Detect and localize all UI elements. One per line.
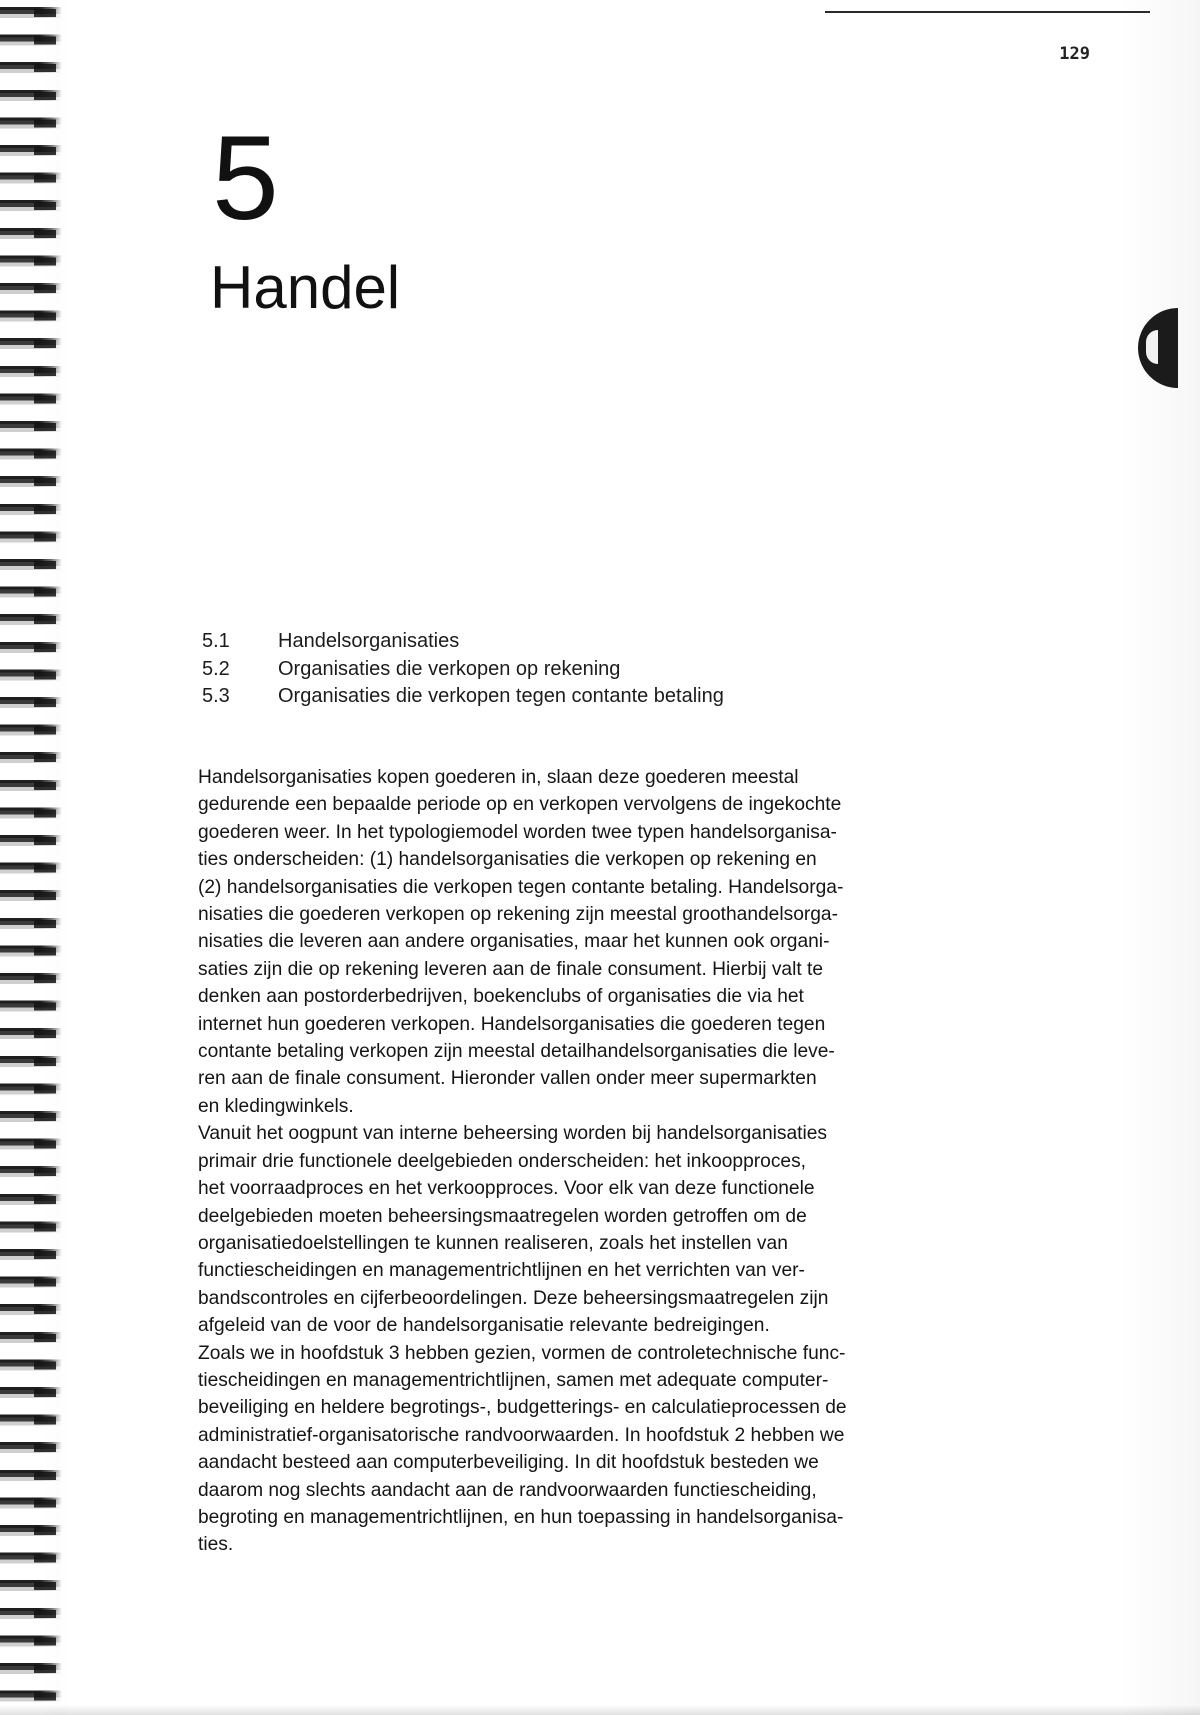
chapter-thumb-tab-mark — [1146, 330, 1158, 364]
text-line: beveiliging en heldere begrotings-, budgetterings- en calculatieprocessen de — [198, 1397, 847, 1419]
text-line: gedurende een bepaalde periode op en verkopen vervolgens de ingekochte — [198, 794, 842, 816]
page-edge-shadow — [0, 1705, 1200, 1715]
text-line: ties onderscheiden: (1) handelsorganisaties die verkopen op rekening en — [198, 849, 817, 871]
text-line: het voorraadproces en het verkoopproces. Voor elk van deze functionele — [198, 1178, 815, 1200]
text-line: daarom nog slechts aandacht aan de randvoorwaarden functiescheiding, — [198, 1479, 817, 1501]
text-line: goederen weer. In het typologiemodel worden twee typen handelsorganisa- — [198, 821, 837, 843]
chapter-thumb-tab — [1138, 308, 1178, 388]
text-line: Zoals we in hoofdstuk 3 hebben gezien, vormen de controletechnische func- — [198, 1342, 846, 1364]
toc-item-title: Organisaties die verkopen op rekening — [278, 657, 621, 680]
text-line: aandacht besteed aan computerbeveiliging. In dit hoofdstuk besteden we — [198, 1452, 819, 1474]
text-line: denken aan postorderbedrijven, boekenclubs of organisaties die via het — [198, 986, 804, 1008]
text-line: organisatiedoelstellingen te kunnen realiseren, zoals het instellen van — [198, 1232, 788, 1254]
text-line: Handelsorganisaties kopen goederen in, slaan deze goederen meestal — [198, 767, 799, 788]
toc-item — [202, 683, 962, 711]
text-line: nisaties die leveren aan andere organisaties, maar het kunnen ook organi- — [198, 931, 830, 953]
toc-item-title: Organisaties die verkopen tegen contante betaling — [278, 685, 724, 707]
text-line: nisaties die goederen verkopen op rekening zijn meestal groothandelsorga- — [198, 904, 838, 926]
text-line: afgeleid van de voor de handelsorganisatie relevante bedreigingen. — [198, 1315, 770, 1337]
text-line: (2) handelsorganisaties die verkopen tegen contante betaling. Handelsorga- — [198, 876, 844, 898]
toc-item-number: 5.3 — [202, 685, 230, 707]
text-line: tiescheidingen en managementrichtlijnen, samen met adequate computer- — [198, 1369, 829, 1391]
text-line: Vanuit het oogpunt van interne beheersing worden bij handelsorganisaties — [198, 1123, 828, 1145]
binding-holes — [34, 0, 56, 1715]
text-line: ties. — [198, 1534, 234, 1556]
toc-item-number: 5.1 — [202, 630, 230, 652]
text-line: internet hun goederen verkopen. Handelsorganisaties die goederen tegen — [198, 1013, 826, 1035]
text-line: contante betaling verkopen zijn meestal detailhandelsorganisaties die leve- — [198, 1041, 835, 1063]
text-line: administratief-organisatorische randvoorwaarden. In hoofdstuk 2 hebben we — [198, 1424, 845, 1446]
chapter-intro-text — [198, 764, 930, 1559]
text-line: primair drie functionele deelgebieden onderscheiden: het inkoopproces, — [198, 1150, 807, 1172]
text-line: en kledingwinkels. — [198, 1095, 354, 1117]
chapter-contents — [202, 628, 962, 711]
text-line: deelgebieden moeten beheersingsmaatregelen worden getroffen om de — [198, 1205, 807, 1227]
header-rule — [825, 11, 1150, 13]
page-number: 129 — [1059, 44, 1090, 64]
text-line: functiescheidingen en managementrichtlijnen en het verrichten van ver- — [198, 1260, 805, 1282]
toc-item — [202, 628, 962, 656]
toc-item-title: Handelsorganisaties — [278, 630, 460, 652]
text-line: ren aan de finale consument. Hieronder vallen onder meer supermarkten — [198, 1068, 817, 1090]
text-line: begroting en managementrichtlijnen, en hun toepassing in handelsorganisa- — [198, 1506, 844, 1528]
toc-item-number: 5.2 — [202, 657, 230, 680]
chapter-title: Handel — [210, 254, 401, 321]
toc-item — [202, 656, 962, 684]
text-line: bandscontroles en cijferbeoordelingen. Deze beheersingsmaatregelen zijn — [198, 1287, 829, 1309]
text-line: saties zijn die op rekening leveren aan de finale consument. Hierbij valt te — [198, 958, 824, 980]
chapter-number: 5 — [212, 111, 279, 245]
